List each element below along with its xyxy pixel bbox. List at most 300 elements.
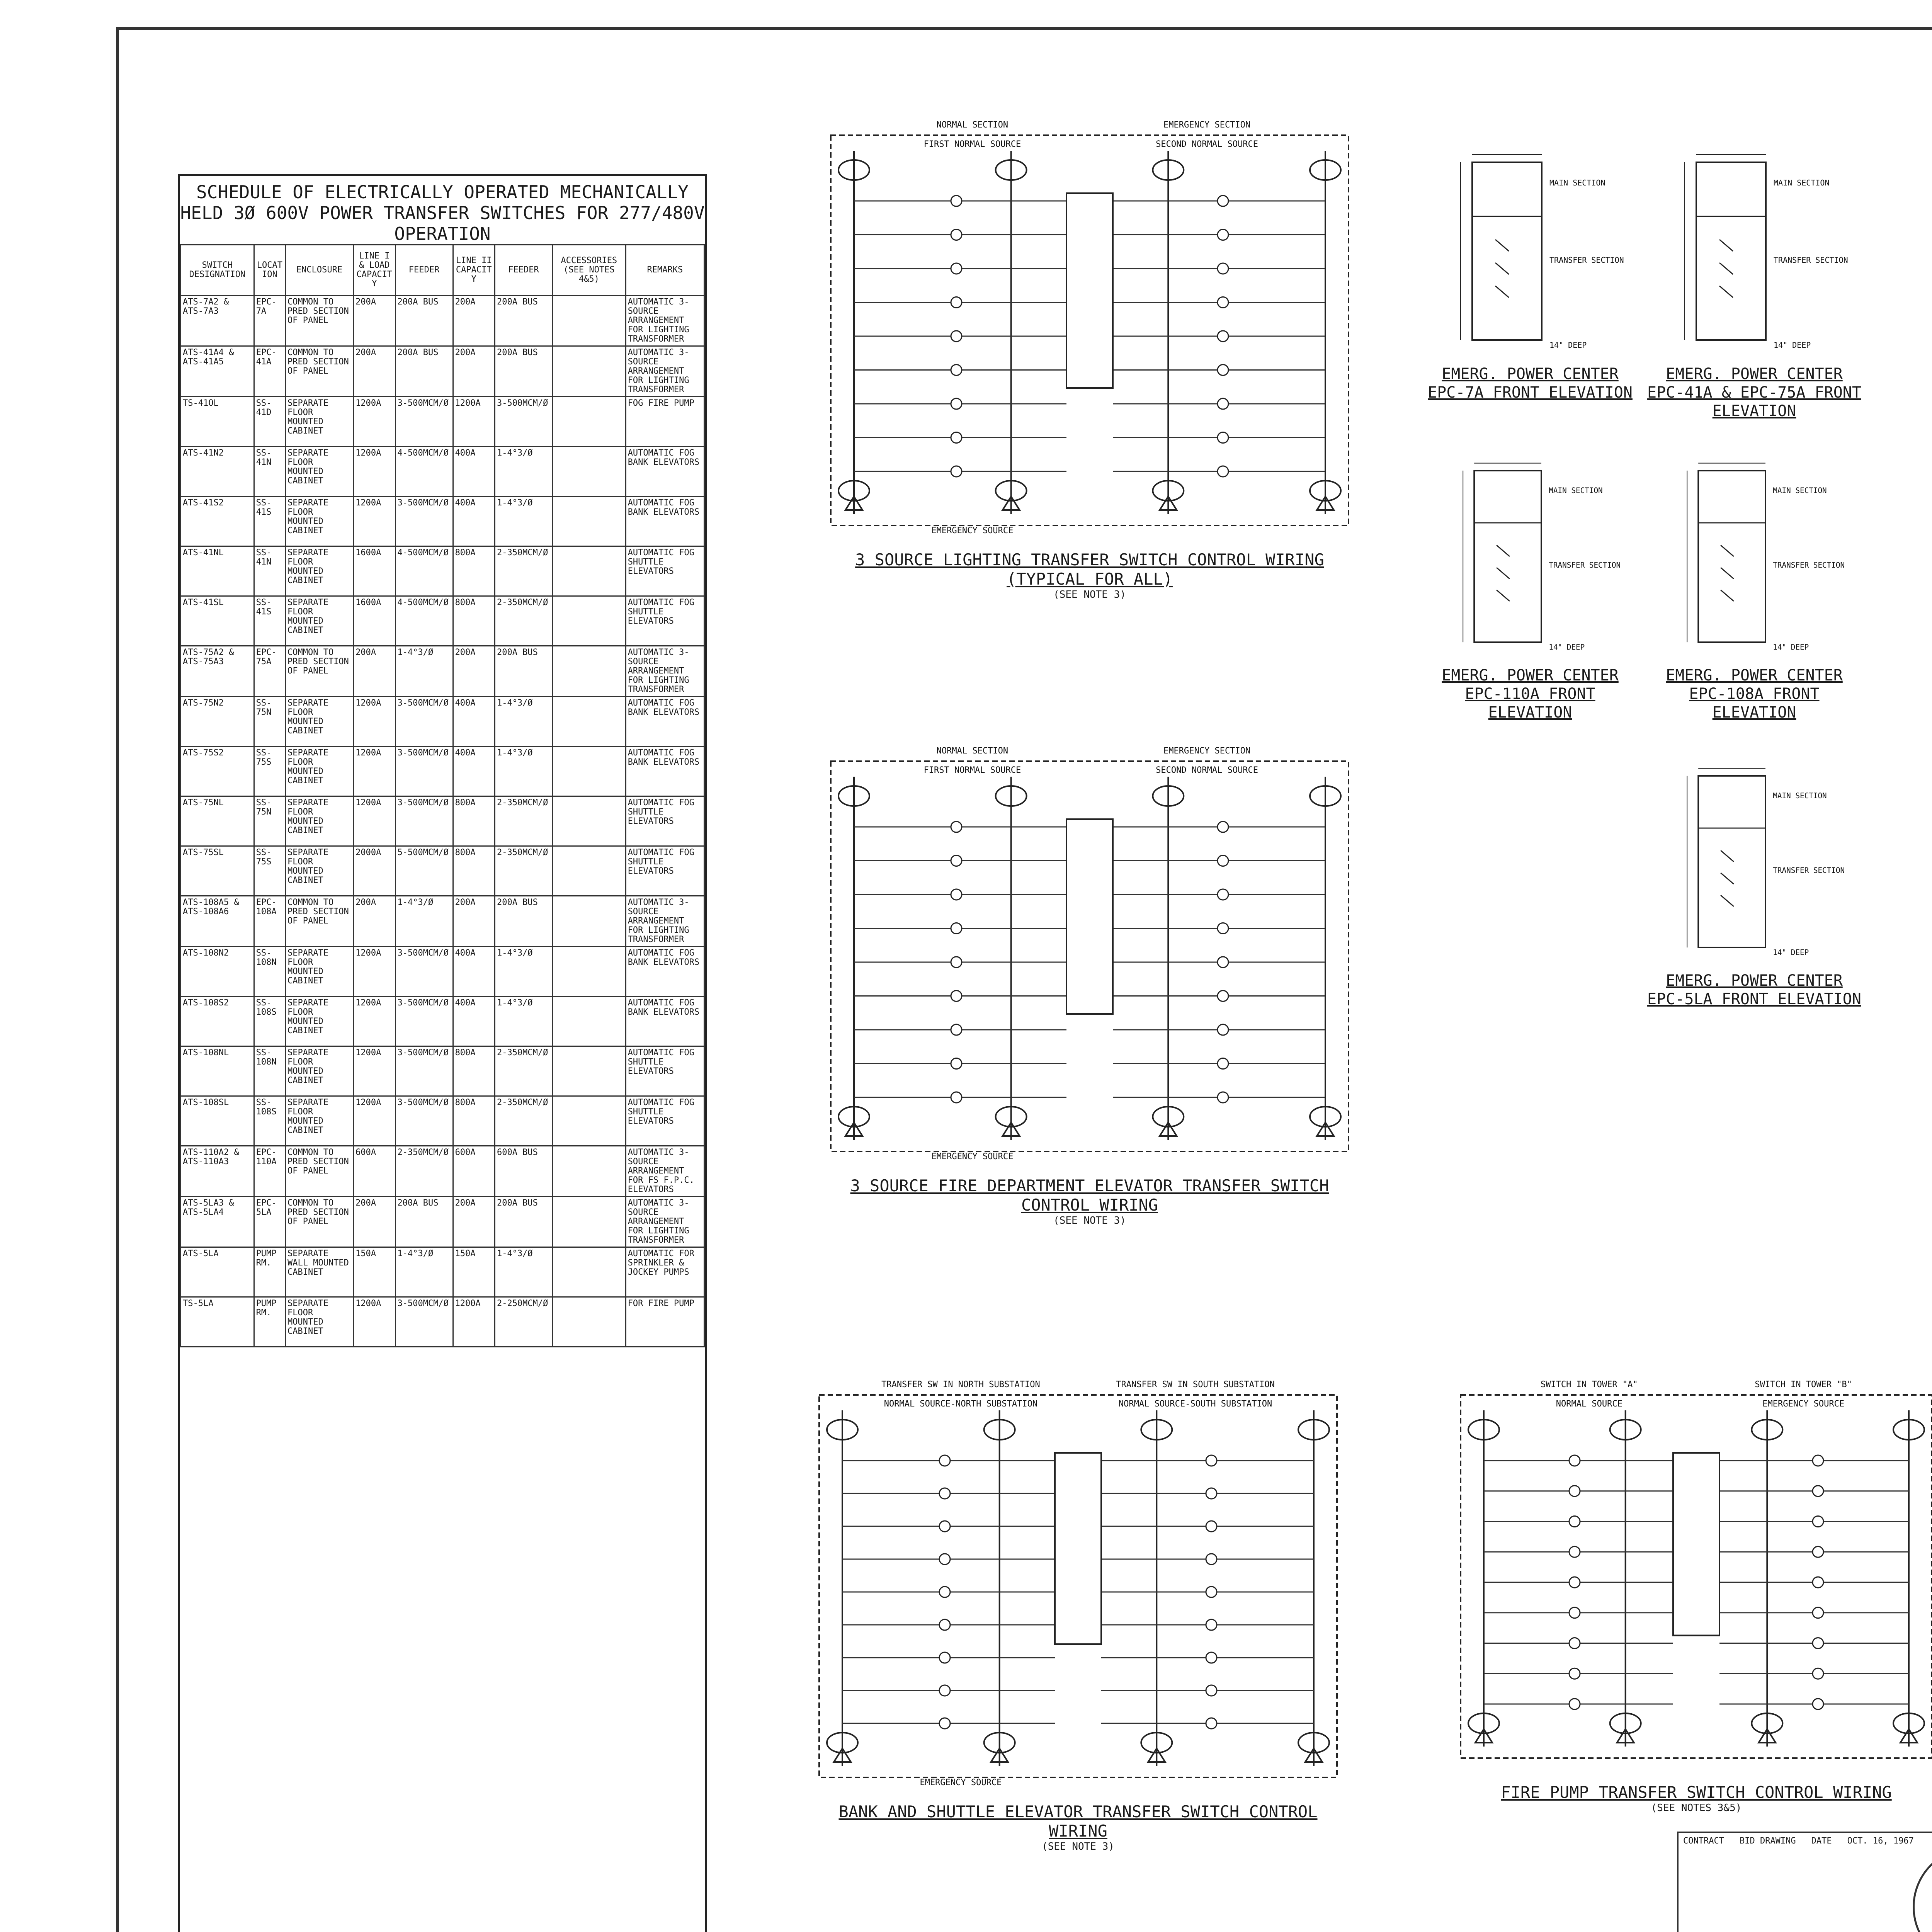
relay-coil-icon (951, 923, 962, 934)
schedule-cell: 1-4°3/Ø (495, 447, 552, 497)
schedule-cell: 2-350MCM/Ø (495, 796, 552, 846)
schedule-cell: FOR FIRE PUMP (626, 1297, 704, 1347)
schedule-cell: 1-4°3/Ø (495, 997, 552, 1046)
relay-coil-icon (1569, 1607, 1580, 1618)
schedule-row (181, 497, 704, 546)
schedule-cell: 200A (453, 296, 495, 346)
schedule-cell: AUTOMATIC FOG BANK ELEVATORS (626, 747, 704, 796)
schedule-cell: 1200A (354, 697, 395, 747)
relay-coil-icon (951, 957, 962, 968)
schedule-cell: AUTOMATIC 3-SOURCE ARRANGEMENT FOR LIGHTING TRANSFORMER (626, 896, 704, 947)
schedule-cell: 3-500MCM/Ø (395, 796, 453, 846)
schedule-cell: SS-108S (254, 997, 285, 1046)
diagram-label: SWITCH IN TOWER "A" (1540, 1380, 1638, 1389)
schedule-cell: PUMP RM. (254, 1297, 285, 1347)
relay-coil-icon (1813, 1638, 1823, 1649)
cabinet-outline (1698, 776, 1765, 947)
relay-coil-icon (1218, 957, 1228, 968)
elevation-epc-110a (1422, 448, 1638, 734)
relay-coil-icon (951, 1058, 962, 1069)
elevation-title: EMERG. POWER CENTER EPC-7A FRONT ELEVATION (1428, 365, 1633, 401)
cabinet-outline (1696, 162, 1766, 340)
schedule-cell: 150A (453, 1247, 495, 1297)
switch-symbol-icon (1495, 286, 1509, 298)
schedule-cell: ATS-108N2 (181, 947, 254, 997)
relay-coil-icon (1218, 196, 1228, 206)
schedule-header: LOCATION (254, 245, 285, 296)
schedule-cell: EPC-7A (254, 296, 285, 346)
schedule-cell: SS-75S (254, 846, 285, 896)
schedule-cell: SS-41S (254, 497, 285, 546)
diagram-label: EMERGENCY SOURCE (931, 1152, 1014, 1162)
schedule-cell: ATS-108SL (181, 1096, 254, 1146)
schedule-cell: 200A BUS (495, 346, 552, 397)
diagram-label: TRANSFER SW IN NORTH SUBSTATION (881, 1380, 1040, 1389)
elevation-epc-108a (1646, 448, 1862, 734)
relay-coil-icon (1813, 1455, 1823, 1466)
diagram-label: EMERGENCY SOURCE (1762, 1399, 1845, 1409)
relay-coil-icon (939, 1488, 950, 1499)
wiring-diagram-2 (823, 742, 1356, 1175)
diagram-title: FIRE PUMP TRANSFER SWITCH CONTROL WIRING (1501, 1783, 1892, 1802)
diagram-label: FIRST NORMAL SOURCE (923, 139, 1021, 149)
elevation-drawing (1422, 448, 1638, 665)
schedule-cell: ATS-41A4 & ATS-41A5 (181, 346, 254, 397)
schedule-cell: TS-41OL (181, 397, 254, 447)
schedule-cell: FOG FIRE PUMP (626, 397, 704, 447)
schedule-cell (553, 546, 626, 596)
schedule-cell: 3-500MCM/Ø (395, 1046, 453, 1096)
schedule-cell: SEPARATE FLOOR MOUNTED CABINET (285, 747, 353, 796)
diagram-label: TRANSFER SW IN SOUTH SUBSTATION (1116, 1380, 1275, 1389)
schedule-row (181, 947, 704, 997)
relay-coil-icon (1218, 1058, 1228, 1069)
schedule-cell: AUTOMATIC FOG SHUTTLE ELEVATORS (626, 1046, 704, 1096)
wiring-diagram-4 (1453, 1376, 1932, 1781)
schedule-cell: AUTOMATIC FOR SPRINKLER & JOCKEY PUMPS (626, 1247, 704, 1297)
diagram-label: SECOND NORMAL SOURCE (1156, 765, 1259, 775)
relay-coil-icon (951, 263, 962, 274)
schedule-cell: 1200A (354, 497, 395, 546)
schedule-cell: 400A (453, 447, 495, 497)
schedule-cell: 2-250MCM/Ø (495, 1297, 552, 1347)
schedule-row (181, 896, 704, 947)
relay-coil-icon (951, 821, 962, 832)
schedule-cell: COMMON TO PRED SECTION OF PANEL (285, 1146, 353, 1197)
cabinet-outline (1474, 471, 1541, 642)
schedule-cell: SS-41D (254, 397, 285, 447)
schedule-cell: 1600A (354, 546, 395, 596)
elevation-label: 14" DEEP (1774, 340, 1811, 350)
elevation-label: MAIN SECTION (1773, 486, 1827, 495)
elevation-label: TRANSFER SECTION (1549, 255, 1624, 265)
relay-coil-icon (1813, 1668, 1823, 1679)
schedule-cell: AUTOMATIC FOG BANK ELEVATORS (626, 947, 704, 997)
control-panel-box (1055, 1453, 1101, 1644)
relay-coil-icon (951, 1024, 962, 1035)
schedule-cell: AUTOMATIC 3-SOURCE ARRANGEMENT FOR LIGHTING TRANSFORMER (626, 1197, 704, 1247)
schedule-cell: 3-500MCM/Ø (395, 397, 453, 447)
revisions-block (1677, 1832, 1932, 1932)
schedule-cell: EPC-108A (254, 896, 285, 947)
schedule-header: REMARKS (626, 245, 704, 296)
relay-coil-icon (951, 1092, 962, 1103)
schedule-cell: PUMP RM. (254, 1247, 285, 1297)
schedule-cell: ATS-5LA3 & ATS-5LA4 (181, 1197, 254, 1247)
schedule-cell: SEPARATE FLOOR MOUNTED CABINET (285, 947, 353, 997)
schedule-cell: 3-500MCM/Ø (395, 947, 453, 997)
schedule-cell: AUTOMATIC FOG SHUTTLE ELEVATORS (626, 1096, 704, 1146)
schedule-cell: 200A (453, 896, 495, 947)
elevation-label: 14" DEEP (1773, 948, 1809, 957)
diagram-label: NORMAL SOURCE (1556, 1399, 1622, 1409)
schedule-cell: 400A (453, 997, 495, 1046)
transfer-switch-table (180, 244, 705, 1347)
relay-coil-icon (1569, 1638, 1580, 1649)
relay-coil-icon (1569, 1546, 1580, 1557)
schedule-cell: 3-500MCM/Ø (395, 997, 453, 1046)
switch-symbol-icon (1497, 545, 1510, 556)
schedule-cell: EPC-41A (254, 346, 285, 397)
schedule-cell (553, 1197, 626, 1247)
schedule-cell: ATS-108S2 (181, 997, 254, 1046)
diagram-label: EMERGENCY SECTION (1163, 120, 1251, 130)
relay-coil-icon (939, 1619, 950, 1630)
contract-label: CONTRACT (1683, 1836, 1724, 1846)
schedule-row (181, 697, 704, 747)
schedule-cell: SEPARATE FLOOR MOUNTED CABINET (285, 997, 353, 1046)
diagram-note: (SEE NOTE 3) (1053, 1215, 1126, 1226)
schedule-cell: SS-41N (254, 447, 285, 497)
schedule-cell: 600A BUS (495, 1146, 552, 1197)
relay-coil-icon (1569, 1455, 1580, 1466)
schedule-cell (553, 747, 626, 796)
relay-coil-icon (1569, 1577, 1580, 1588)
schedule-row (181, 997, 704, 1046)
diagram-note: (SEE NOTE 3) (1042, 1841, 1114, 1852)
schedule-cell: ATS-108NL (181, 1046, 254, 1096)
schedule-cell: 1-4°3/Ø (395, 646, 453, 697)
schedule-cell: 1200A (354, 447, 395, 497)
schedule-cell: 4-500MCM/Ø (395, 447, 453, 497)
schedule-cell: SEPARATE FLOOR MOUNTED CABINET (285, 697, 353, 747)
schedule-cell: 1-4°3/Ø (495, 1247, 552, 1297)
relay-coil-icon (1569, 1699, 1580, 1709)
relay-coil-icon (1206, 1718, 1217, 1729)
schedule-cell: 200A BUS (495, 1197, 552, 1247)
schedule-cell: 1600A (354, 596, 395, 646)
switch-symbol-icon (1721, 568, 1734, 579)
relay-coil-icon (951, 398, 962, 409)
relay-coil-icon (951, 432, 962, 443)
schedule-cell: 800A (453, 546, 495, 596)
diagram-label: FIRST NORMAL SOURCE (923, 765, 1021, 775)
relay-coil-icon (1813, 1577, 1823, 1588)
schedule-cell: 200A (354, 346, 395, 397)
transfer-switch-schedule (178, 174, 707, 1932)
elevation-label: TRANSFER SECTION (1773, 866, 1845, 875)
schedule-cell: COMMON TO PRED SECTION OF PANEL (285, 896, 353, 947)
schedule-cell: 2-350MCM/Ø (495, 1096, 552, 1146)
relay-coil-icon (1218, 991, 1228, 1002)
schedule-cell: 1-4°3/Ø (495, 697, 552, 747)
schedule-row (181, 346, 704, 397)
schedule-cell: 2-350MCM/Ø (495, 1046, 552, 1096)
schedule-row (181, 1146, 704, 1197)
schedule-cell: ATS-41N2 (181, 447, 254, 497)
schedule-cell: AUTOMATIC FOG SHUTTLE ELEVATORS (626, 796, 704, 846)
schedule-cell: ATS-110A2 & ATS-110A3 (181, 1146, 254, 1197)
schedule-cell: 200A (453, 1197, 495, 1247)
diagram-lighting-transfer (823, 116, 1356, 611)
diagram-label: NORMAL SOURCE-NORTH SUBSTATION (884, 1399, 1038, 1409)
cabinet-outline (1472, 162, 1542, 340)
relay-coil-icon (1206, 1455, 1217, 1466)
schedule-cell: AUTOMATIC FOG SHUTTLE ELEVATORS (626, 596, 704, 646)
relay-coil-icon (1218, 263, 1228, 274)
schedule-row (181, 447, 704, 497)
elevation-label: TRANSFER SECTION (1549, 560, 1621, 570)
elevation-label: 14" DEEP (1773, 643, 1809, 652)
schedule-cell: 4-500MCM/Ø (395, 546, 453, 596)
schedule-cell: 1200A (354, 1046, 395, 1096)
schedule-cell: SS-41S (254, 596, 285, 646)
schedule-cell: 1200A (354, 997, 395, 1046)
schedule-cell: SS-108N (254, 1046, 285, 1096)
schedule-cell: 800A (453, 846, 495, 896)
schedule-cell: 800A (453, 596, 495, 646)
schedule-header: ENCLOSURE (285, 245, 353, 296)
schedule-cell (553, 896, 626, 947)
schedule-cell: SS-75N (254, 697, 285, 747)
relay-coil-icon (1218, 230, 1228, 240)
date-label: DATE (1811, 1836, 1832, 1846)
schedule-cell: 200A BUS (495, 646, 552, 697)
schedule-cell: ATS-75SL (181, 846, 254, 896)
schedule-cell: SEPARATE WALL MOUNTED CABINET (285, 1247, 353, 1297)
schedule-cell: 800A (453, 1096, 495, 1146)
schedule-cell (553, 1046, 626, 1096)
control-panel-box (1066, 193, 1113, 388)
schedule-cell (553, 397, 626, 447)
schedule-cell (553, 447, 626, 497)
relay-coil-icon (1218, 432, 1228, 443)
diagram-fire-dept-elevator (823, 742, 1356, 1236)
elevation-title: EMERG. POWER CENTER EPC-108A FRONT ELEVATION (1666, 667, 1843, 721)
relay-coil-icon (1813, 1546, 1823, 1557)
schedule-cell: 600A (354, 1146, 395, 1197)
schedule-cell (553, 346, 626, 397)
schedule-row (181, 747, 704, 796)
schedule-cell: 2-350MCM/Ø (495, 596, 552, 646)
relay-coil-icon (1206, 1652, 1217, 1663)
diagram-note: (SEE NOTE 3) (1053, 589, 1126, 600)
schedule-cell: 800A (453, 1046, 495, 1096)
diagram-label: NORMAL SOURCE-SOUTH SUBSTATION (1118, 1399, 1272, 1409)
relay-coil-icon (951, 230, 962, 240)
schedule-cell: ATS-5LA (181, 1247, 254, 1297)
elevation-label: 14" DEEP (1549, 643, 1585, 652)
schedule-row (181, 646, 704, 697)
relay-coil-icon (1206, 1554, 1217, 1565)
relay-coil-icon (1813, 1607, 1823, 1618)
schedule-header: LINE II CAPACITY (453, 245, 495, 296)
schedule-row (181, 846, 704, 896)
switch-symbol-icon (1721, 590, 1734, 601)
schedule-cell: 1-4°3/Ø (395, 1247, 453, 1297)
schedule-cell: 150A (354, 1247, 395, 1297)
schedule-row (181, 296, 704, 346)
schedule-cell: SEPARATE FLOOR MOUNTED CABINET (285, 1046, 353, 1096)
relay-coil-icon (1218, 466, 1228, 477)
relay-coil-icon (1206, 1488, 1217, 1499)
schedule-cell (553, 646, 626, 697)
schedule-header: SWITCH DESIGNATION (181, 245, 254, 296)
diagram-bank-shuttle-elevator (811, 1376, 1345, 1870)
schedule-cell: 200A (354, 646, 395, 697)
schedule-cell: 200A BUS (395, 1197, 453, 1247)
schedule-cell: COMMON TO PRED SECTION OF PANEL (285, 296, 353, 346)
schedule-cell: ATS-41NL (181, 546, 254, 596)
schedule-cell: AUTOMATIC 3-SOURCE ARRANGEMENT FOR LIGHTING TRANSFORMER (626, 296, 704, 346)
schedule-cell: AUTOMATIC 3-SOURCE ARRANGEMENT FOR FS F.P.C. ELEVATORS (626, 1146, 704, 1197)
schedule-cell: 200A (453, 646, 495, 697)
schedule-cell: ATS-75A2 & ATS-75A3 (181, 646, 254, 697)
elevation-label: 14" DEEP (1549, 340, 1587, 350)
schedule-cell: 1200A (453, 397, 495, 447)
schedule-header: LINE I & LOAD CAPACITY (354, 245, 395, 296)
schedule-cell: 1200A (453, 1297, 495, 1347)
schedule-cell: ATS-75NL (181, 796, 254, 846)
diagram-label: EMERGENCY SOURCE (931, 526, 1014, 536)
schedule-cell (553, 296, 626, 346)
schedule-cell: 1200A (354, 796, 395, 846)
diagram-title: 3 SOURCE FIRE DEPARTMENT ELEVATOR TRANSFER SWITCH CONTROL WIRING (850, 1176, 1329, 1214)
schedule-cell: ATS-7A2 & ATS-7A3 (181, 296, 254, 346)
schedule-cell: SS-41N (254, 546, 285, 596)
schedule-cell: SEPARATE FLOOR MOUNTED CABINET (285, 546, 353, 596)
cabinet-outline (1698, 471, 1765, 642)
relay-coil-icon (951, 331, 962, 342)
relay-coil-icon (1218, 855, 1228, 866)
elevation-title: EMERG. POWER CENTER EPC-5LA FRONT ELEVATION (1647, 972, 1861, 1008)
schedule-row (181, 1197, 704, 1247)
schedule-cell (553, 1146, 626, 1197)
schedule-row (181, 1297, 704, 1347)
control-panel-box (1066, 819, 1113, 1014)
elevation-title: EMERG. POWER CENTER EPC-41A & EPC-75A FRONT ELEVATION (1647, 365, 1861, 420)
switch-symbol-icon (1495, 240, 1509, 251)
relay-coil-icon (939, 1718, 950, 1729)
diagram-label: SECOND NORMAL SOURCE (1156, 139, 1259, 149)
switch-symbol-icon (1497, 568, 1510, 579)
elevation-label: TRANSFER SECTION (1774, 255, 1848, 265)
schedule-cell: 5-500MCM/Ø (395, 846, 453, 896)
schedule-cell: 200A BUS (495, 896, 552, 947)
switch-symbol-icon (1719, 263, 1733, 274)
relay-coil-icon (951, 855, 962, 866)
schedule-cell (553, 697, 626, 747)
elevation-label: MAIN SECTION (1773, 791, 1827, 800)
relay-coil-icon (939, 1685, 950, 1696)
schedule-cell (553, 497, 626, 546)
schedule-cell: AUTOMATIC FOG BANK ELEVATORS (626, 697, 704, 747)
relay-coil-icon (939, 1587, 950, 1597)
relay-coil-icon (1206, 1521, 1217, 1532)
schedule-cell: 2-350MCM/Ø (495, 846, 552, 896)
schedule-cell: SEPARATE FLOOR MOUNTED CABINET (285, 1096, 353, 1146)
diagram-title: BANK AND SHUTTLE ELEVATOR TRANSFER SWITCH CONTROL WIRING (838, 1802, 1318, 1840)
schedule-cell: 1200A (354, 947, 395, 997)
schedule-cell: 2000A (354, 846, 395, 896)
schedule-cell: 1200A (354, 397, 395, 447)
schedule-cell: 200A (453, 346, 495, 397)
date-value: OCT. 16, 1967 (1847, 1836, 1914, 1846)
schedule-cell: ATS-75S2 (181, 747, 254, 796)
elevation-drawing (1646, 753, 1862, 970)
schedule-cell: SEPARATE FLOOR MOUNTED CABINET (285, 796, 353, 846)
schedule-cell: SS-108N (254, 947, 285, 997)
schedule-cell: EPC-75A (254, 646, 285, 697)
schedule-cell: 400A (453, 747, 495, 796)
schedule-cell: AUTOMATIC FOG BANK ELEVATORS (626, 997, 704, 1046)
elevation-title: EMERG. POWER CENTER EPC-110A FRONT ELEVATION (1442, 667, 1619, 721)
diagram-label: NORMAL SECTION (936, 746, 1009, 756)
schedule-cell: EPC-5LA (254, 1197, 285, 1247)
schedule-cell: 1200A (354, 1297, 395, 1347)
schedule-cell: SEPARATE FLOOR MOUNTED CABINET (285, 1297, 353, 1347)
schedule-cell (553, 1247, 626, 1297)
elevation-label: MAIN SECTION (1774, 178, 1830, 187)
diagram-label: EMERGENCY SECTION (1163, 746, 1251, 756)
schedule-row (181, 546, 704, 596)
schedule-cell: 200A BUS (495, 296, 552, 346)
schedule-cell: TS-5LA (181, 1297, 254, 1347)
elevation-drawing (1422, 139, 1638, 363)
relay-coil-icon (1218, 923, 1228, 934)
schedule-cell: 1200A (354, 1096, 395, 1146)
wiring-diagram-1 (823, 116, 1356, 549)
schedule-row (181, 397, 704, 447)
schedule-cell: 3-500MCM/Ø (395, 497, 453, 546)
schedule-cell: 200A (354, 896, 395, 947)
schedule-cell (553, 947, 626, 997)
schedule-cell: 200A BUS (395, 346, 453, 397)
schedule-cell: 1-4°3/Ø (495, 497, 552, 546)
relay-coil-icon (951, 991, 962, 1002)
schedule-cell: ATS-41SL (181, 596, 254, 646)
schedule-cell: EPC-110A (254, 1146, 285, 1197)
elevation-epc-7a (1422, 139, 1638, 448)
schedule-cell (553, 846, 626, 896)
control-panel-box (1673, 1453, 1719, 1636)
schedule-row (181, 1247, 704, 1297)
schedule-cell (553, 796, 626, 846)
diagram-label: EMERGENCY SOURCE (920, 1778, 1002, 1787)
schedule-cell: SEPARATE FLOOR MOUNTED CABINET (285, 497, 353, 546)
schedule-cell: ATS-75N2 (181, 697, 254, 747)
elevation-drawing (1646, 139, 1862, 363)
schedule-cell: COMMON TO PRED SECTION OF PANEL (285, 346, 353, 397)
switch-symbol-icon (1719, 240, 1733, 251)
schedule-cell: SEPARATE FLOOR MOUNTED CABINET (285, 447, 353, 497)
switch-symbol-icon (1719, 286, 1733, 298)
relay-coil-icon (939, 1455, 950, 1466)
schedule-cell: AUTOMATIC 3-SOURCE ARRANGEMENT FOR LIGHTING TRANSFORMER (626, 346, 704, 397)
schedule-cell: 1-4°3/Ø (495, 747, 552, 796)
schedule-cell: 400A (453, 497, 495, 546)
schedule-cell: 4-500MCM/Ø (395, 596, 453, 646)
